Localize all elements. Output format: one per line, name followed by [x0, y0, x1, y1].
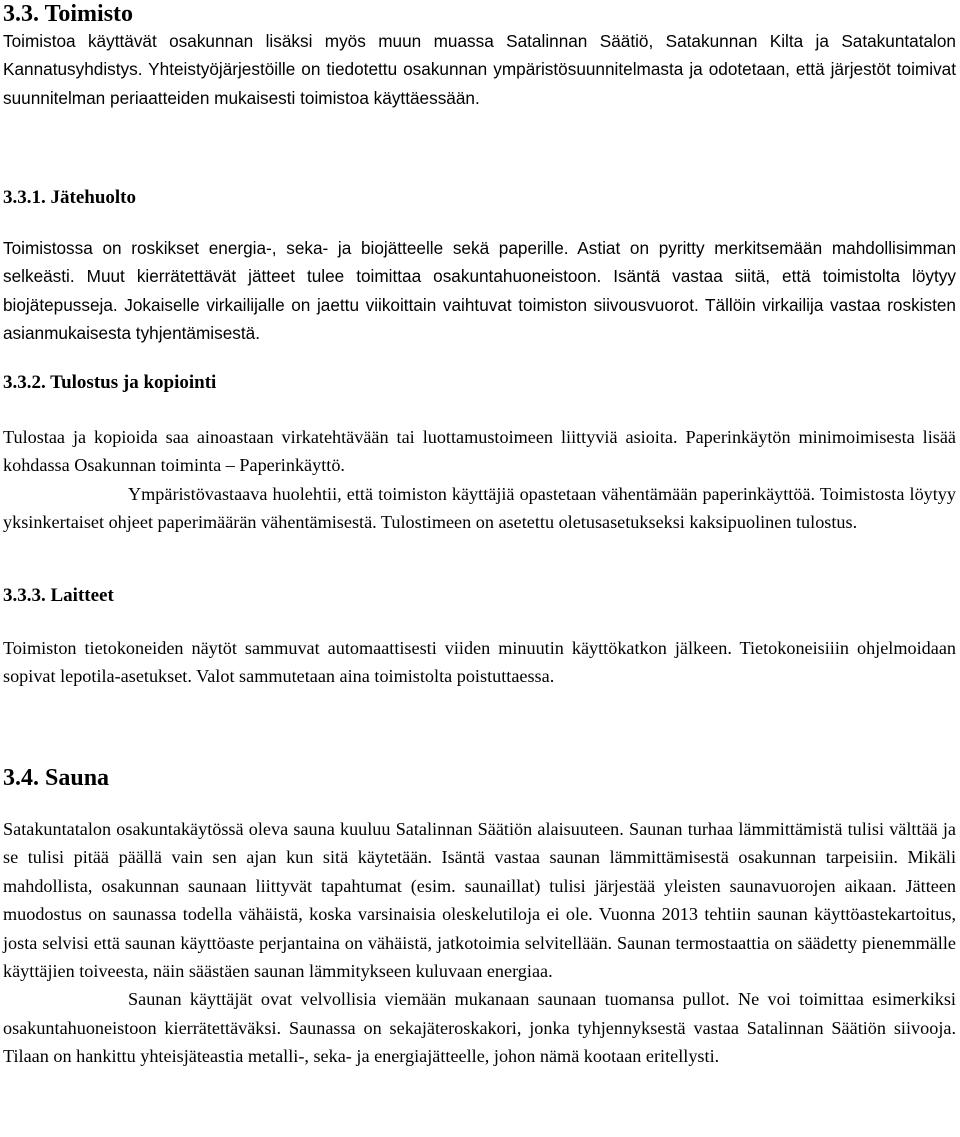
paragraph-laitteet: Toimiston tietokoneiden näytöt sammuvat automaattisesti viiden minuutin käyttökatkon jälkeen. Tietokoneisiiin ohjelmoidaan sopivat lepotila-asetukset. Valot sammutetaan aina toimistolta poistuttaessa.	[3, 638, 956, 687]
section-heading-toimisto: 3.3. Toimisto	[3, 1, 134, 27]
paragraph-tulostus-1: Tulostaa ja kopioida saa ainoastaan virkatehtävään tai luottamustoimeen liittyviä asioita. Paperinkäytön minimoimisesta lisää kohdassa Osakunnan toiminta – Paperinkäyttö.	[3, 427, 956, 476]
section-heading-sauna: 3.4. Sauna	[3, 765, 110, 791]
tulostus-body	[3, 423, 956, 537]
paragraph-sauna-1: Satakuntatalon osakuntakäytössä oleva sauna kuuluu Satalinnan Säätiön alaisuuteen. Saunan turhaa lämmittämistä tulisi välttää ja se tulisi pitää päällä vain sen ajan kun sitä käytetään. Isäntä vastaa saunan lämmittämisestä osakunnan tarpeisiin. Mikäli mahdollista, osakunnan saunaan liittyvät tapahtumat (esim. saunaillat) tulisi järjestää yleisten saunavuorojen aikaan. Jätteen muodostus on saunassa todella vähäistä, koska varsinaisia oleskelutiloja ei ole. Vuonna 2013 tehtiin saunan käyttöastekartoitus, josta selvisi että saunan käyttöaste perjantaina on vähäistä, jatkotoimia selvitellään. Saunan termostaattia on säädetty pienemmälle käyttäjien toiveesta, näin säästäen saunan lämmitykseen kuluvaan energiaa.	[3, 819, 956, 982]
subsection-heading-jatehuolto: 3.3.1. Jätehuolto	[3, 187, 136, 208]
paragraph-sauna-2: Saunan käyttäjät ovat velvollisia viemään mukanaan saunaan tuomansa pullot. Ne voi toimittaa esimerkiksi osakuntahuoneistoon kierrätettäväksi. Saunassa on sekajäteroskakori, jonka tyhjennyksestä vastaa Satalinnan Säätiön siivooja. Tilaan on hankittu yhteisjäteastia metalli-, seka- ja energiajätteelle, johon nämä kootaan eritellysti.	[3, 989, 956, 1067]
paragraph-jatehuolto: Toimistossa on roskikset energia-, seka- ja biojätteelle sekä paperille. Astiat on pyritty merkitsemään mahdollisimman selkeästi. Muut kierrätettävät jätteet tulee toimittaa osakuntahuoneistoon. Isäntä vastaa siitä, että toimistolta löytyy biojätepusseja. Jokaiselle virkailijalle on jaettu viikoittain vaihtuvat toimiston siivousvuorot. Tällöin virkailija vastaa roskisten asianmukaisesta tyhjentämisestä.	[3, 238, 956, 344]
paragraph-toimisto: Toimistoa käyttävät osakunnan lisäksi myös muun muassa Satalinnan Säätiö, Satakunnan Kilta ja Satakuntatalon Kannatusyhdistys. Yhteistyöjärjestöille on tiedotettu osakunnan ympäristösuunnitelmasta ja odotetaan, että järjestöt toimivat suunnitelman periaatteiden mukaisesti toimistoa käyttäessään.	[3, 31, 956, 108]
sauna-body	[3, 815, 956, 1071]
paragraph-tulostus-2: Ympäristövastaava huolehtii, että toimiston käyttäjiä opastetaan vähentämään paperinkäyttöä. Toimistosta löytyy yksinkertaiset ohjeet paperimäärän vähentämisestä. Tulostimeen on asetettu oletusasetukseksi kaksipuolinen tulostus.	[3, 483, 956, 533]
subsection-heading-laitteet: 3.3.3. Laitteet	[3, 585, 114, 606]
subsection-heading-tulostus: 3.3.2. Tulostus ja kopiointi	[3, 372, 217, 393]
